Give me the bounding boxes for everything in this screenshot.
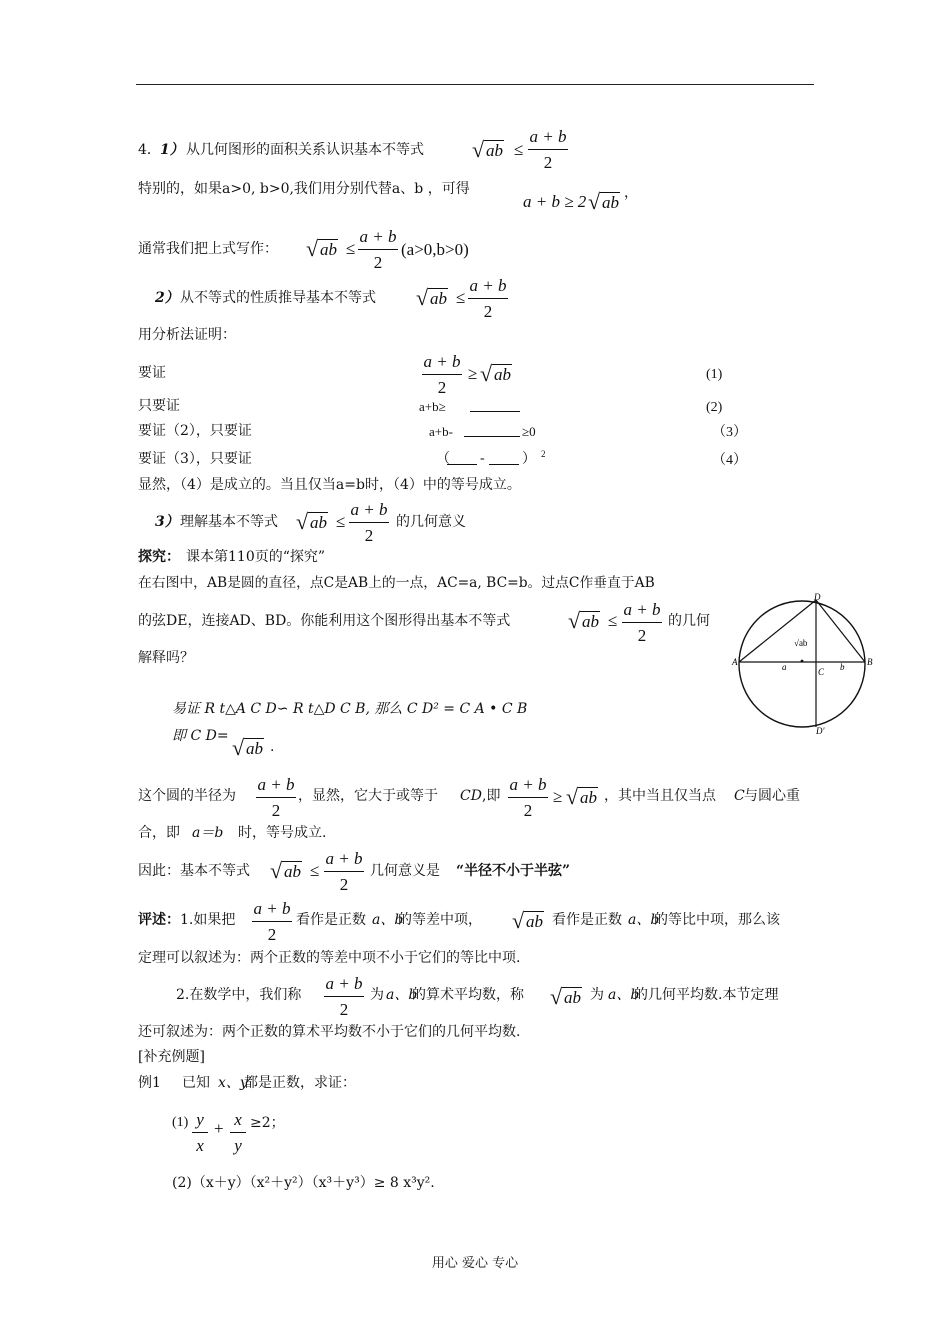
fraction-x-over-y: x y [226,1110,250,1156]
fraction-a-plus-b-over-2: a + b 2 [359,227,397,272]
paragraph: 的弦DE，连接AD、BD。你能利用这个图形得出基本不等式 [138,613,511,629]
subsection-marker: 3） [155,514,179,530]
radius-text: ，显然，它大于或等于 [298,788,438,804]
step-expression: ） [522,452,536,467]
step-expression: ≥0 [522,424,536,439]
fraction-y-over-x: y x [188,1110,212,1156]
comment-text: 2.在数学中，我们称 [176,987,302,1003]
paragraph: 解释吗？ [138,650,194,666]
special-case-text: 特别的，如果a>0, b>0,我们用分别代替a、b ，可得 [138,181,470,197]
condition: (a>0,b>0) [401,240,469,259]
proof-step-label: 只要证 [138,398,180,414]
supplement-heading: [补充例题] [138,1049,205,1065]
fraction-a-plus-b-over-2: a + b 2 [325,974,363,1019]
proof-step-label: 要证（3），只要证 [138,451,252,467]
fraction-a-plus-b-over-2: a + b 2 [253,899,291,944]
label-b: b [840,662,845,672]
example-text: 都是正数，求证： [244,1075,356,1091]
inequality-a-plus-b: a + b ≥ 2 [523,192,587,211]
proof-step-label: 要证（2），只要证 [138,423,252,439]
circle-figure [728,592,876,742]
comment-text: 的等比中项，那么该 [654,912,780,928]
fraction-a-plus-b-over-2: a + b 2 [623,600,661,645]
question-relation: ≥2； [250,1115,285,1131]
center-point [801,660,804,663]
circle [739,601,865,727]
answer-blank[interactable] [470,399,520,415]
plus-sign: + [214,1119,224,1138]
step-tag: (2) [706,400,723,415]
radius-text: ，其中当且仅当点 [604,788,716,804]
ge-sign: ≥ [553,787,563,806]
section-heading: 从不等式的性质推导基本不等式 [180,290,376,306]
comment-text: 的几何平均数.本节定理 [634,987,779,1003]
proof-similarity: 易证 R t△A C D∽ R t△D C B, 那么 C D² = C A • C B [172,701,528,717]
step-expression: （ [436,452,450,467]
comment-text: 为 [590,987,604,1003]
comment-text: 看作是正数 [296,912,366,928]
explore-text: 课本第110页的“探究” [186,549,326,565]
segment-cd: CD [460,788,482,804]
fraction-a-plus-b-over-2: a + b 2 [350,500,388,545]
section-heading-tail: 的几何意义 [396,514,466,530]
proof-step-label: 要证 [138,365,166,381]
label-B: B [867,657,873,667]
comment-text: 的等差中项， [398,912,482,928]
section-heading: 从几何图形的面积关系认识基本不等式 [186,142,424,158]
paragraph: 的几何 [668,613,710,629]
label-C: C [818,667,825,677]
radius-text: ,即 [482,788,501,804]
le-sign: ≤ [336,512,346,531]
a-equals-b: a＝b [192,825,224,841]
exponent: 2 [541,449,546,459]
ge-sign: ≥ [468,364,478,383]
coincide-text: 时，等号成立. [238,825,327,841]
label-D-prime: D' [816,726,825,736]
label-sqrt-ab: √ab [794,638,808,648]
subsection-marker: 1） [160,142,184,158]
paragraph: 在右图中，AB是圆的直径，点C是AB上的一点，AC=a, BC=b。过点C作垂直于AB [138,575,655,591]
fraction-a-plus-b-over-2: a + b 2 [325,849,363,894]
le-sign: ≤ [608,611,618,630]
var-xy: x、y [218,1075,248,1091]
fraction-a-plus-b-over-2: a + b 2 [509,775,547,820]
point-c: C [734,788,745,804]
comment-text: 还可叙述为：两个正数的算术平均数不小于它们的几何平均数. [138,1024,521,1040]
comment-text: 看作是正数 [552,912,622,928]
example-text: 已知 [182,1075,210,1091]
le-sign: ≤ [310,861,320,880]
answer-blank[interactable] [489,452,519,468]
segment-bd [816,600,865,662]
le-sign: ≤ [346,239,356,258]
analysis-intro: 用分析法证明： [138,327,236,343]
page-footer: 用心 爱心 专心 [431,1256,519,1271]
step-expression: - [480,451,485,466]
step-expression: a+b≥ [419,399,446,414]
period: . [270,739,275,755]
comment-text: 的算术平均数，称 [412,987,524,1003]
var-ab: a、b [386,987,418,1003]
var-ab: a、b [608,987,640,1003]
proof-cd: 即 C D= [172,728,229,744]
step-tag: （3） [712,425,747,440]
segment-ad [739,600,816,662]
question-2: (2)（x＋y）（x²＋y²）（x³＋y³）≥ 8 x³y². [172,1175,435,1191]
header-rule [136,84,814,85]
fraction-a-plus-b-over-2: a + b 2 [529,127,567,172]
comment-label: 评述： [138,912,180,928]
explore-label: 探究： [138,549,180,565]
section-heading: 理解基本不等式 [180,514,278,530]
var-ab: a、b [628,912,660,928]
step-tag: （4） [712,453,747,468]
therefore-text: 因此：基本不等式 [138,863,250,879]
example-label: 例1 [138,1075,161,1091]
label-A: A [732,657,738,667]
comma: ， [624,185,638,201]
section-number: 4． [138,142,161,158]
usual-form-text: 通常我们把上式写作： [138,241,278,257]
radius-text: 与圆心重 [744,788,800,804]
geometric-meaning: “半径不小于半弦” [456,863,571,879]
step-tag: (1) [706,367,723,382]
conclusion-text: 显然，（4）是成立的。当且仅当a=b时，（4）中的等号成立。 [138,477,521,493]
answer-blank[interactable] [447,452,477,468]
subsection-marker: 2） [155,290,179,306]
label-D: D [814,592,821,602]
comment-text: 定理可以叙述为：两个正数的等差中项不小于它们的等比中项. [138,950,521,966]
answer-blank[interactable] [464,424,520,440]
therefore-text: 几何意义是 [370,863,440,879]
coincide-text: 合，即 [138,825,180,841]
fraction-a-plus-b-over-2: a + b 2 [257,775,295,820]
le-sign: ≤ [456,288,466,307]
var-ab: a、b [372,912,404,928]
fraction-a-plus-b-over-2: a + b 2 [469,276,507,321]
comment-text: 1.如果把 [180,912,236,928]
label-a: a [782,662,787,672]
le-sign: ≤ [514,140,524,159]
fraction-a-plus-b-over-2: a + b 2 [423,352,461,397]
step-expression: a+b- [429,424,453,439]
comment-text: 为 [370,987,384,1003]
radius-text: 这个圆的半径为 [138,788,236,804]
question-tag: (1) [172,1115,189,1130]
